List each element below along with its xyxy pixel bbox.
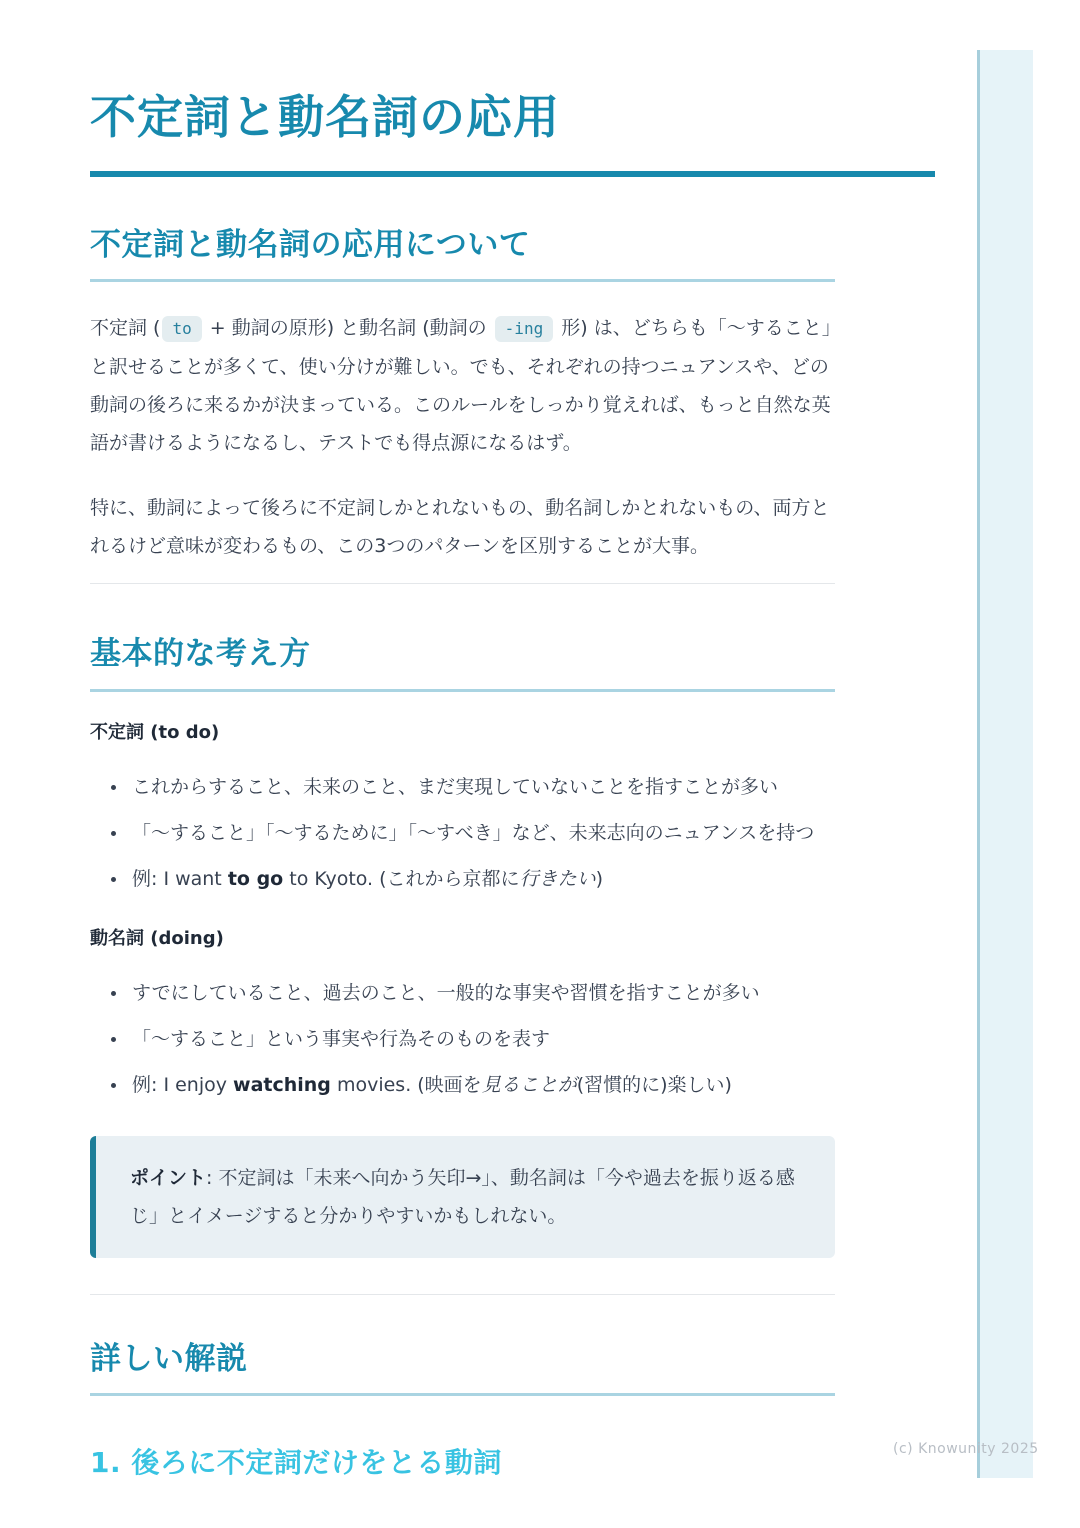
page-edge-strip <box>977 50 1033 1478</box>
point-callout <box>90 1136 835 1258</box>
document-content <box>90 0 835 1479</box>
list-item: • これからすること、未来のこと、まだ実現していないことを指すことが多い <box>128 768 835 806</box>
inline-code-ing: -ing <box>495 316 554 342</box>
list-item: • 「〜すること」という事実や行為そのものを表す <box>128 1020 835 1058</box>
list-item-example <box>128 860 835 898</box>
basics-heading: 基本的な考え方 <box>90 636 835 691</box>
example-mid: movies. (映画を <box>330 1073 482 1096</box>
section-intro <box>90 227 835 565</box>
page-title: 不定詞と動名詞の応用 <box>90 90 560 144</box>
intro-heading: 不定詞と動名詞の応用について <box>90 227 835 282</box>
example-mid: to Kyoto. (これから京都に <box>283 867 520 890</box>
details-sub-heading-1: 1. 後ろに不定詞だけをとる動詞 <box>90 1445 502 1479</box>
point-callout-label: ポイント <box>130 1166 207 1189</box>
section-details <box>90 1341 835 1480</box>
section-divider <box>90 583 835 584</box>
example-pre: 例: I enjoy <box>132 1073 234 1096</box>
section-divider <box>90 1294 835 1295</box>
infinitive-list <box>90 768 835 898</box>
point-callout-body: : 不定詞は「未来へ向かう矢印→」、動名詞は「今や過去を振り返る感じ」とイメージすると分かりやすいかもしれない。 <box>130 1166 795 1227</box>
intro-paragraph-2: 特に、動詞によって後ろに不定詞しかとれないもの、動名詞しかとれないもの、両方とれるけど意味が変わるもの、この3つのパターンを区別することが大事。 <box>90 497 830 558</box>
list-item: • 「〜すること」「〜するために」「〜すべき」など、未来志向のニュアンスを持つ <box>128 814 835 852</box>
example-italic: 見ることが <box>481 1073 577 1096</box>
details-heading: 詳しい解説 <box>90 1341 835 1396</box>
gerund-label: 動名詞 (doing) <box>90 927 224 949</box>
list-item-example <box>128 1066 835 1104</box>
example-bold: to go <box>227 867 284 890</box>
example-post: (習慣的に)楽しい) <box>576 1073 732 1096</box>
point-callout-text <box>130 1159 805 1235</box>
example-pre: 例: I want <box>132 867 228 890</box>
intro-paragraph-1 <box>90 309 835 462</box>
infinitive-label: 不定詞 (to do) <box>90 721 220 743</box>
list-item: • すでにしていること、過去のこと、一般的な事実や習慣を指すことが多い <box>128 974 835 1012</box>
inline-code-to: to <box>162 316 201 342</box>
intro-p1-post: 形) は、どちらも「〜すること」と訳せることが多くて、使い分けが難しい。でも、それぞれの持つニュアンスや、どの動詞の後ろに来るかが決まっている。このルールをしっかり覚えれば、もっと自然な英語が書けるようになるし、テストでも得点源になるはず。 <box>90 317 832 455</box>
title-rule <box>90 171 935 177</box>
watermark: (c) Knowunity 2025 <box>893 1441 1039 1457</box>
example-bold: watching <box>233 1073 331 1096</box>
example-italic: 行きたい <box>519 867 596 890</box>
gerund-list <box>90 974 835 1104</box>
example-post: ) <box>595 867 603 890</box>
section-basics <box>90 636 835 1257</box>
intro-p1-mid: + 動詞の原形) と動名詞 (動詞の <box>203 317 493 340</box>
intro-p1-pre: 不定詞 ( <box>90 317 161 340</box>
